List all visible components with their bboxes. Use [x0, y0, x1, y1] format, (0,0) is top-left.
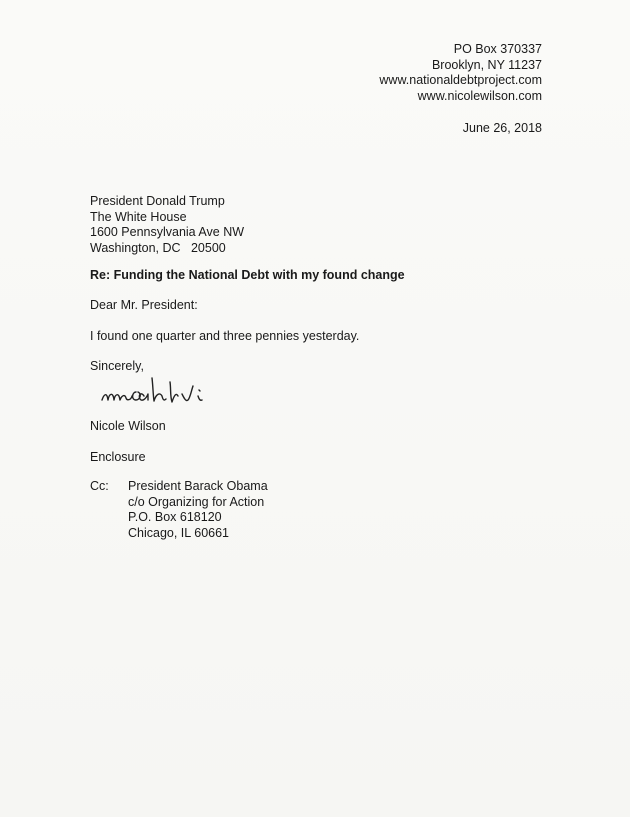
salutation: Dear Mr. President:	[90, 298, 198, 312]
subject-line: Re: Funding the National Debt with my found change	[90, 268, 405, 282]
cc-line: P.O. Box 618120	[128, 510, 222, 524]
sender-line: Brooklyn, NY 11237	[431, 57, 542, 72]
enclosure-note: Enclosure	[90, 450, 146, 464]
handwritten-signature	[98, 372, 258, 412]
recipient-address	[90, 194, 244, 256]
recipient-line: 1600 Pennsylvania Ave NW	[90, 225, 245, 239]
recipient-line: President Donald Trump	[90, 194, 225, 208]
cc-line: President Barack Obama	[128, 479, 268, 493]
letter-date: June 26, 2018	[462, 121, 542, 135]
letter-body: I found one quarter and three pennies yesterday.	[90, 329, 360, 343]
cc-address	[128, 479, 268, 541]
signer-name: Nicole Wilson	[90, 419, 166, 433]
sender-line: www.nationaldebtproject.com	[379, 73, 542, 87]
sender-address	[379, 42, 542, 104]
recipient-line: Washington, DC 20500	[90, 240, 226, 255]
cc-line: c/o Organizing for Action	[128, 494, 265, 509]
cc-label: Cc:	[90, 479, 109, 493]
sender-line: www.nicolewilson.com	[417, 88, 542, 103]
cc-line: Chicago, IL 60661	[128, 525, 230, 540]
closing: Sincerely,	[90, 359, 144, 373]
sender-line: PO Box 370337	[453, 42, 542, 56]
recipient-line: The White House	[90, 209, 187, 224]
